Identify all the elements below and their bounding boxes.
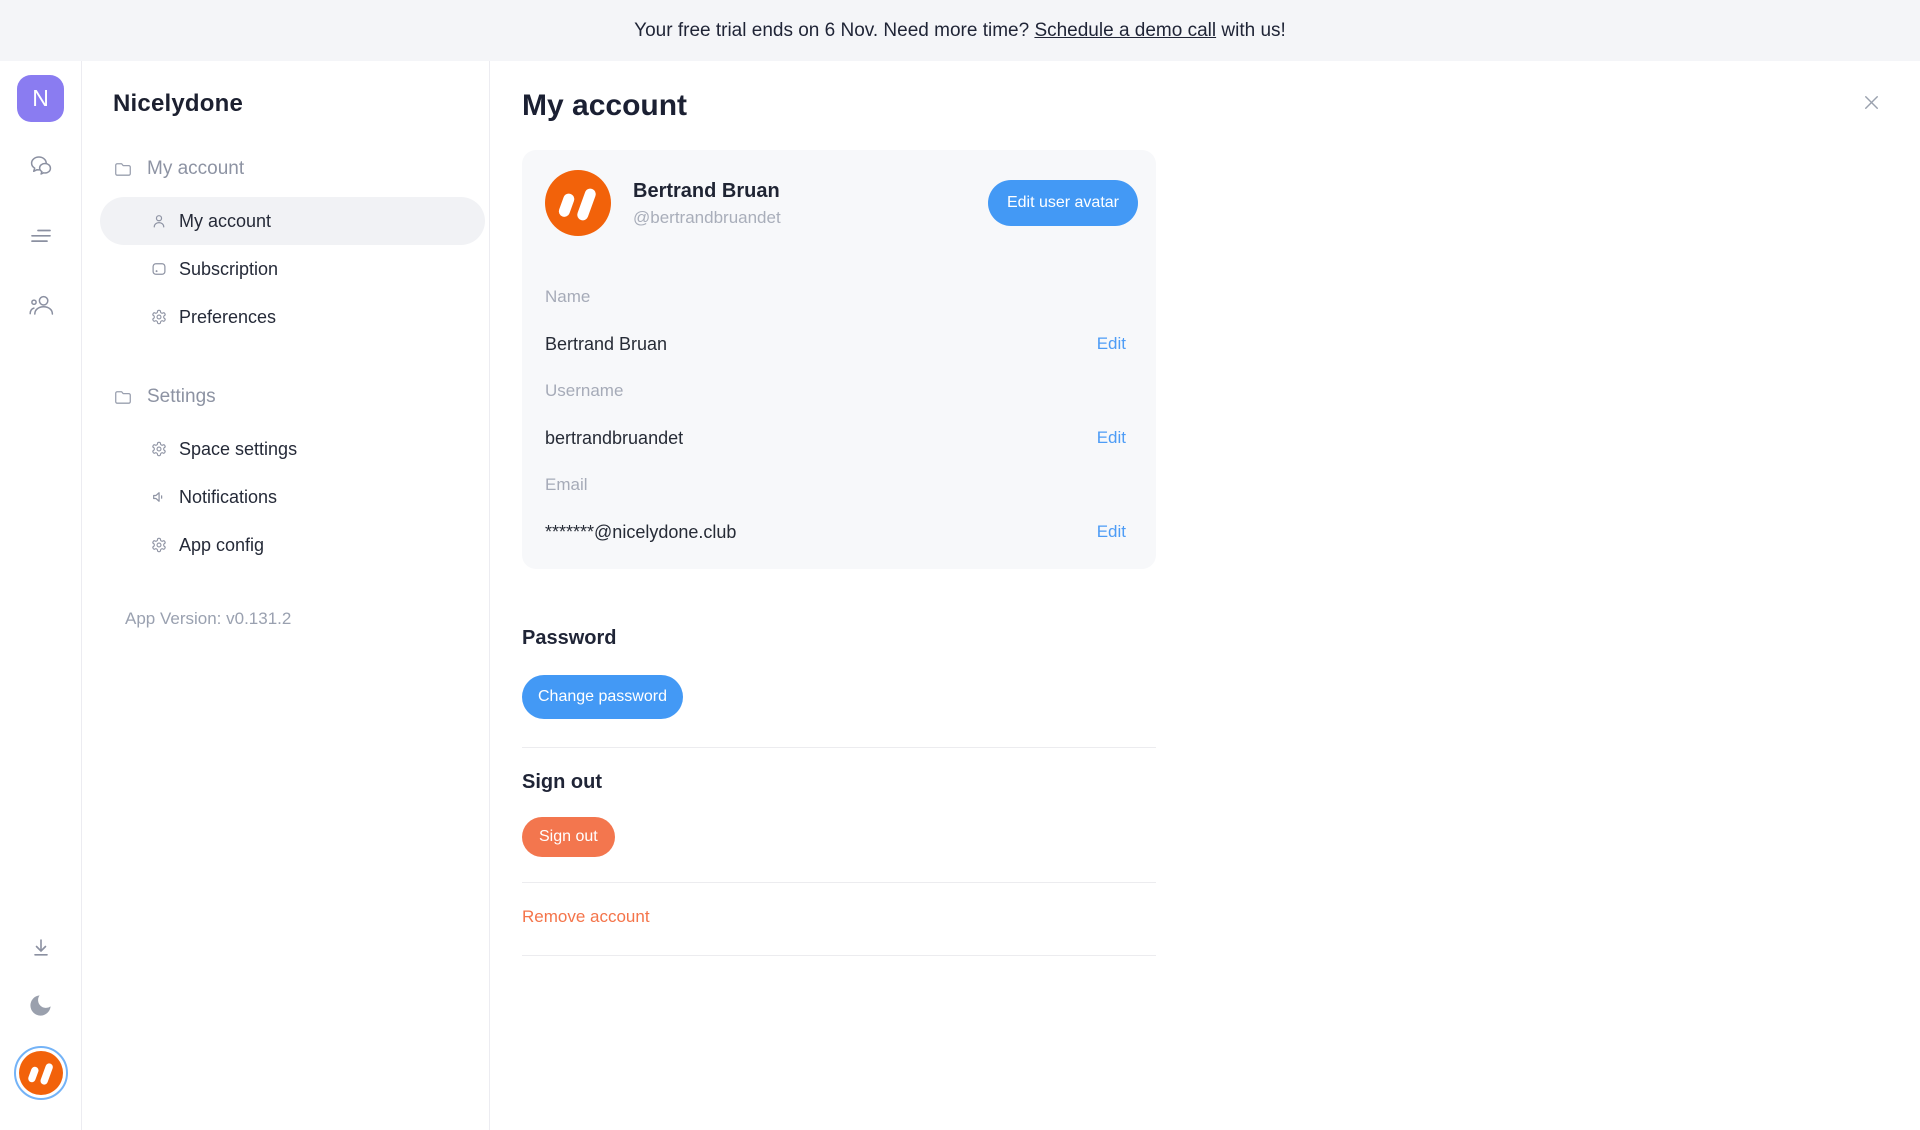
nav-section-my-account bbox=[82, 157, 489, 341]
sidebar-item-my-account[interactable] bbox=[100, 197, 485, 245]
my-account-panel bbox=[490, 61, 1920, 1130]
icon-rail bbox=[0, 61, 82, 1130]
user-avatar bbox=[545, 170, 611, 236]
nicelydone-logo-icon bbox=[19, 1051, 63, 1095]
section-header-settings[interactable] bbox=[82, 385, 489, 409]
folder-icon bbox=[113, 159, 133, 179]
signout-heading: Sign out bbox=[522, 771, 602, 793]
field-email bbox=[545, 474, 1126, 545]
gear-icon bbox=[150, 308, 168, 326]
edit-username-link[interactable]: Edit bbox=[1096, 428, 1126, 447]
profile-row bbox=[522, 170, 1156, 236]
chat-bubbles-icon bbox=[26, 151, 56, 181]
field-label: Email bbox=[545, 475, 588, 494]
speaker-icon bbox=[150, 488, 168, 506]
signout-button[interactable]: Sign out bbox=[522, 817, 615, 857]
sidebar-item-label: My account bbox=[179, 210, 272, 231]
page-title: My account bbox=[522, 89, 688, 122]
change-password-button[interactable]: Change password bbox=[522, 675, 683, 719]
close-button[interactable] bbox=[1860, 91, 1883, 114]
moon-icon bbox=[27, 992, 54, 1019]
field-label: Username bbox=[545, 381, 624, 400]
close-icon bbox=[1860, 102, 1883, 117]
section-label: Settings bbox=[147, 386, 216, 407]
divider bbox=[522, 747, 1156, 748]
field-value: *******@nicelydone.club bbox=[545, 522, 737, 542]
gear-icon bbox=[150, 536, 168, 554]
person-icon bbox=[150, 212, 168, 230]
download-button[interactable] bbox=[28, 935, 54, 961]
remove-account-link[interactable]: Remove account bbox=[522, 907, 650, 926]
divider bbox=[522, 955, 1156, 956]
sidebar-item-preferences[interactable] bbox=[100, 293, 485, 341]
folder-icon bbox=[113, 387, 133, 407]
trial-banner-text-after: with us! bbox=[1216, 19, 1286, 41]
sidebar-item-label: Notifications bbox=[179, 486, 278, 507]
field-label: Name bbox=[545, 287, 591, 306]
app-logo-button[interactable] bbox=[14, 1046, 68, 1100]
field-value: Bertrand Bruan bbox=[545, 334, 668, 354]
members-icon[interactable] bbox=[26, 289, 56, 319]
sidebar-item-notifications[interactable] bbox=[100, 473, 485, 521]
section-header-my-account[interactable] bbox=[82, 157, 489, 181]
schedule-demo-link[interactable]: Schedule a demo call bbox=[1034, 19, 1217, 41]
trial-banner-text: Your free trial ends on 6 Nov. Need more time? bbox=[634, 19, 1035, 41]
sidebar-item-app-config[interactable] bbox=[100, 521, 485, 569]
subscription-card-icon bbox=[150, 260, 168, 278]
sidebar-item-label: Preferences bbox=[179, 306, 277, 327]
feed-icon[interactable] bbox=[26, 221, 56, 251]
settings-nav bbox=[82, 157, 489, 569]
profile-name: Bertrand Bruan bbox=[633, 179, 780, 202]
sidebar-item-space-settings[interactable] bbox=[100, 425, 485, 473]
nav-section-settings bbox=[82, 385, 489, 569]
password-heading: Password bbox=[522, 627, 617, 649]
sidebar-item-label: App config bbox=[179, 534, 265, 555]
download-icon bbox=[28, 935, 54, 961]
profile-handle: @bertrandbruandet bbox=[633, 207, 781, 227]
people-icon bbox=[26, 289, 56, 319]
edit-email-link[interactable]: Edit bbox=[1096, 522, 1126, 541]
edit-name-link[interactable]: Edit bbox=[1096, 334, 1126, 353]
settings-sidebar bbox=[82, 61, 490, 1130]
dark-mode-toggle[interactable] bbox=[27, 992, 54, 1019]
gear-icon bbox=[150, 440, 168, 458]
edit-user-avatar-button[interactable]: Edit user avatar bbox=[988, 180, 1138, 226]
profile-card bbox=[522, 150, 1156, 569]
account-fields bbox=[522, 286, 1156, 545]
sidebar-item-label: Space settings bbox=[179, 438, 298, 459]
field-username bbox=[545, 380, 1126, 451]
sidebar-item-subscription[interactable] bbox=[100, 245, 485, 293]
field-name bbox=[545, 286, 1126, 357]
trial-banner bbox=[0, 0, 1920, 61]
lines-icon bbox=[26, 221, 56, 251]
workspace-title: Nicelydone bbox=[113, 90, 244, 117]
divider bbox=[522, 882, 1156, 883]
section-label: My account bbox=[147, 158, 245, 179]
workspace-avatar[interactable]: N bbox=[17, 75, 64, 122]
field-value: bertrandbruandet bbox=[545, 428, 684, 448]
chats-icon[interactable] bbox=[26, 151, 56, 181]
sidebar-item-label: Subscription bbox=[179, 258, 279, 279]
app-version: App Version: v0.131.2 bbox=[125, 609, 292, 628]
